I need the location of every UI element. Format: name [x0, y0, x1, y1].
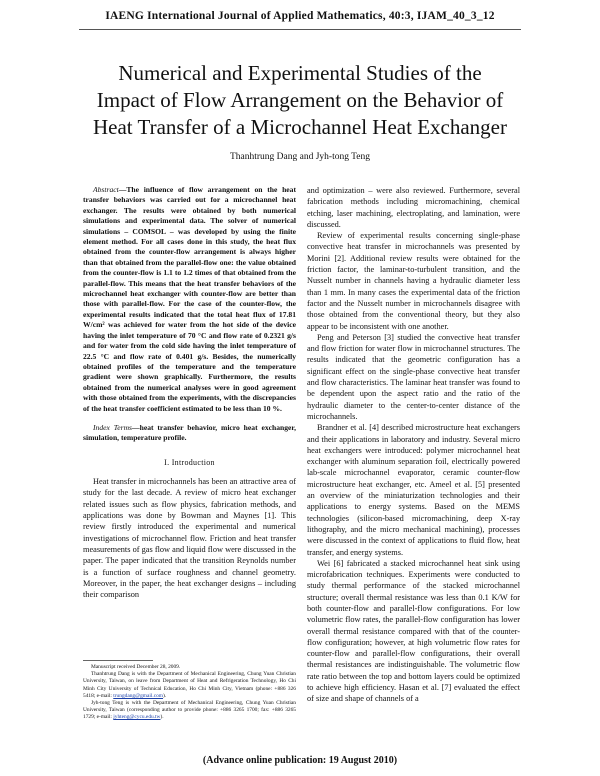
body-paragraph: Brandner et al. [4] described microstructure heat exchangers and their applications in laboratory and industry. Several micro heat exchangers were introduced: polymer microchannel heat exchanger with aluminum separation foil, electrically powered lab-scale microchannel evaporator, ceramic counter-flow microstructure heat exchanger, etc. Ameel et al. [5] presented an overview of the miniaturization technologies and their applications to energy systems. Based on the MEMS technologies (silicon-based micromachining, deep X-ray lithography, and the micro mechanical machining), processes were discussed in the context of applications to fluid flow, heat transfer, and energy systems. [307, 423, 520, 557]
header-rule [79, 29, 521, 30]
index-terms [83, 423, 296, 444]
abstract [83, 185, 296, 414]
footnotes [83, 664, 296, 722]
footnote-teng-bio: Jyh-tong Teng is with the Department of Mechanical Engineering, Chung Yuan Christian University, Taiwan (corresponding author to provide phone: +886 3265 1700; fax: +886 3265 1729; e-mail: [83, 700, 296, 721]
title-line-3: Heat Transfer of a Microchannel Heat Exchanger [92, 115, 507, 139]
abstract-text: —The influence of flow arrangement on the heat transfer behaviors was carried out for a microchannel heat exchanger. The results were obtained by both numerical simulations and experimental data. The solver of numerical simulations – COMSOL – was developed by using the finite element method. For all cases done in this study, the heat flux obtained from the counter-flow arrangement is always higher than that obtained from the parallel-flow one: the value obtained from the counter-flow is 1.1 to 1.2 times of that obtained from the parallel-flow. This means that the heat transfer behaviors of the microchannel heat exchanger with counter-flow are better than those with parallel-flow. For the case of the counter-flow, the experimental results indicated that the total heat flux of 17.81 W/cm² was achieved for water from the hot side of the device having the inlet temperature of 70 °C and flow rate of 0.2321 g/s and for water from the cold side having the inlet temperature of 22.5 °C and flow rate of 0.401 g/s. Besides, the numerically obtained profiles of the temperature and the temperature gradient were shown graphically. Furthermore, the results obtained from the numerical analyses were in good agreement with those obtained from the experiments, with the discrepancies of the heat transfer coefficient estimated to be less than 10 %. [83, 185, 296, 413]
footnote-teng [83, 700, 296, 722]
body-paragraph: Peng and Peterson [3] studied the convective heat transfer and flow friction for water flow in microchannel structures. The results indicated that the geometric configuration has a significant effect on the single-phase convective heat transfer and flow characteristics. The laminar heat transfer was found to be dependent upon the aspect ratio and the ratio of the hydraulic diameter to the center-to-center distance of the microchannels. [307, 332, 520, 421]
title-line-2: Impact of Flow Arrangement on the Behavior of [96, 88, 504, 112]
paper-title [60, 60, 540, 141]
title-line-1: Numerical and Experimental Studies of the [118, 61, 482, 85]
advance-publication-notice: (Advance online publication: 19 August 2010) [202, 755, 398, 766]
body-paragraph: Wei [6] fabricated a stacked microchannel heat sink using microfabrication techniques. Experiments were conducted to study thermal performance of the stacked microchannel structure; overall thermal resistance was less than 0.1 K/W for both counter-flow and parallel-flow configurations. For low volumetric flow rates, the parallel-flow configuration has lower overall thermal resistance compared with that of the counter-flow configuration; however, at high volumetric flow rates for counter-flow and parallel-flow configurations, their overall thermal resistances are indistinguishable. The volumetric flow rate ratio between the top and bottom layers could be optimized to achieve high efficiency. Hasan et al. [7] evaluated the effect of size and shape of channels of a [307, 558, 520, 704]
dang-email-link[interactable]: trungdang@gmail.com [113, 692, 163, 699]
journal-header: IAENG International Journal of Applied Mathematics, 40:3, IJAM_40_3_12 [105, 10, 495, 22]
index-terms-text: —heat transfer behavior, micro heat exchanger, simulation, temperature profile. [83, 422, 296, 443]
right-column [307, 185, 520, 705]
footnote-dang-bio: Thanhtrung Dang is with the Department of Mechanical Engineering, Chung Yuan Christian University, Taiwan, on leave from Department of Heat and Refrigeration Technology, Ho Chi Minh City University of Technical Education, Ho Chi Minh City, Vietnam (phone: +886 326 5418; e-mail: [83, 671, 296, 699]
footnote-rule [83, 660, 153, 661]
body-paragraph: and optimization – were also reviewed. Furthermore, several fabrication methods including micromachining, chemical etching, laser machining, electroplating, and lamination, were discussed. [307, 186, 520, 229]
index-terms-lead: Index Terms [93, 422, 133, 432]
authors: Thanhtrung Dang and Jyh-tong Teng [229, 152, 371, 162]
section-heading-introduction: I. Introduction [164, 457, 215, 467]
body-paragraph: Review of experimental results concerning single-phase convective heat transfer in microchannels was presented by Morini [2]. Additional review results were obtained for the friction factor, the laminar-to-turbulent transition, and the Nusselt number in channels having a hydraulic diameter less than 1 mm. In many cases the experimental data of the friction factor and the Nusselt number in microchannels disagree with those obtained from the conventional theory, but they also appear to be inconsistent with one another. [307, 231, 520, 331]
teng-email-link[interactable]: jyhteng@cycu.edu.tw [113, 714, 161, 721]
intro-paragraph-1: Heat transfer in microchannels has been an attractive area of study for the last decade. A review of micro heat exchanger related issues such as flow physics, fabrication methods, and applications was done by Bowman and Maynes [1]. This review firstly introduced the experimental and numerical investigations of microchannel flow. Friction and heat transfer measurements of gas flow and liquid flow were discussed in the paper. The paper indicated that the transition Reynolds number is a function of surface roughness and channel geometry. Moreover, in the paper, the heat exchanger designs – including their comparison [83, 477, 296, 600]
footnote-dang [83, 671, 296, 700]
abstract-lead: Abstract [93, 185, 119, 194]
footnote-dang-close: ). [163, 692, 167, 699]
introduction-body [83, 476, 296, 600]
footnote-received: Manuscript received December 28, 2009. [91, 664, 181, 670]
left-column [83, 185, 296, 600]
footnote-teng-close: ). [160, 714, 164, 721]
